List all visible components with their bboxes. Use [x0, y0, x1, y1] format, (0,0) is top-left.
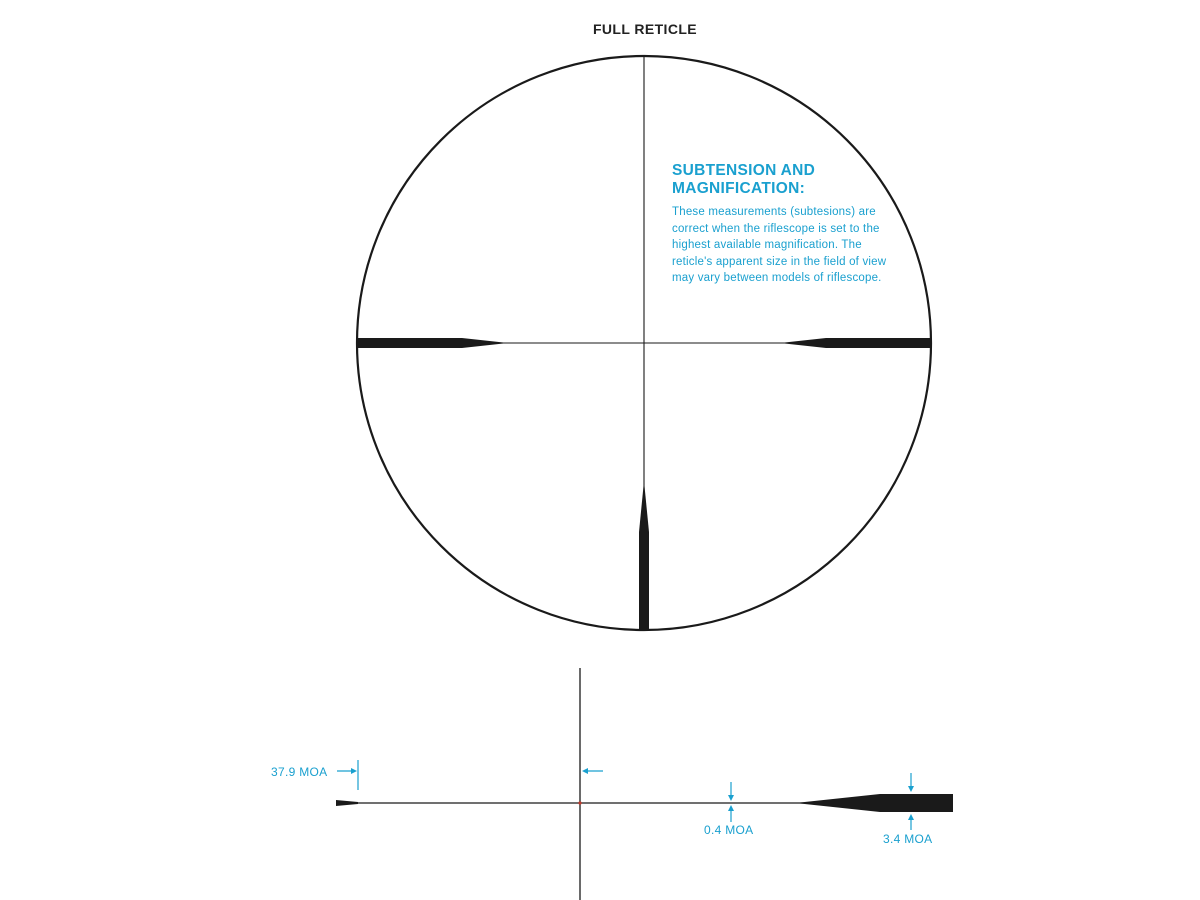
- reticle-detail: [336, 668, 953, 900]
- full-reticle: [357, 56, 931, 630]
- post-arrow-top-head: [908, 786, 914, 792]
- spacing-dimension-marker: [337, 760, 603, 790]
- center-dot: [578, 801, 581, 804]
- detail-left-post-tip: [336, 800, 358, 806]
- right-thick-post: [780, 338, 930, 348]
- diagram-title: FULL RETICLE: [592, 21, 698, 37]
- center-line-arrow-bottom-head: [728, 805, 734, 811]
- center-line-label: 0.4 MOA: [704, 823, 754, 837]
- bottom-thick-post: [639, 481, 649, 629]
- subtension-note: [672, 162, 902, 287]
- note-heading: SUBTENSION AND MAGNIFICATION:: [672, 162, 816, 197]
- center-arrow-head: [582, 768, 588, 774]
- post-thickness-label: 3.4 MOA: [883, 832, 933, 846]
- spacing-arrow-head: [351, 768, 357, 774]
- post-arrow-bottom-head: [908, 814, 914, 820]
- note-body: These measurements (subtesions) are correct when the riflescope is set to the highest available magnification. The reticle's apparent size in the field of view may vary between models of riflescope.: [672, 206, 887, 284]
- center-line-arrow-top-head: [728, 795, 734, 801]
- left-thick-post: [358, 338, 508, 348]
- post-spacing-label: 37.9 MOA: [271, 765, 328, 779]
- center-line-dimension-marker: [728, 782, 734, 822]
- detail-right-post: [800, 794, 953, 812]
